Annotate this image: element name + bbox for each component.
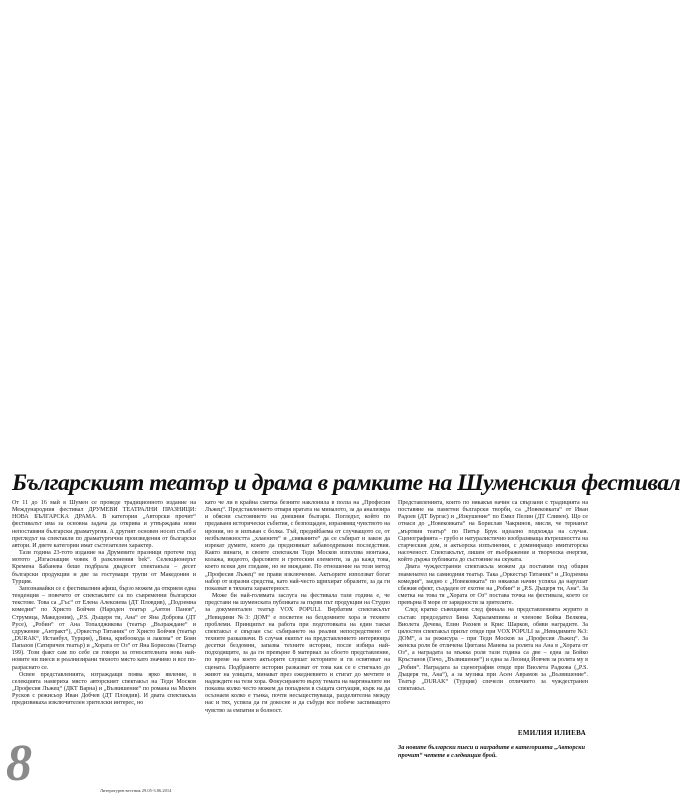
next-issue-note: За новите български пиеси и наградите в категорията „Авторски прочит“ четете в следващия брой. [398, 744, 585, 759]
footer-note: Литературен вестник 29.05-3.06.2014 [100, 788, 172, 793]
article-column-1 [12, 500, 196, 764]
paragraph: От 11 до 16 май в Шумен се проведе традиционното издание на Международния фестивал ДРУМЕВИ ТЕАТРАЛНИ ПРАЗНИЦИ: НОВА БЪЛГАРСКА ДРАМА. В категория „Авторски прочит“ фестивалът има за основна задача да открива и утвърждава нови непоставяни български драматургия. А другият основен носеп стълб е прегледът на спектакли по драматургични произведения от български автори. И двете категории имат състезателен характер. [12, 500, 196, 549]
article-headline: Българският театър и драма в рамките на Шуменския фестивал [12, 470, 680, 496]
paragraph: като че ли в крайна сметка безните наклонила в полза на „Професия Лъжец“. Представлението отваря вратата на миналото, за да анализира и обясни състоянието на днешния българи. Погледът, който по предаваня исторически събития, с безпощаден, изразявящ чувството на ирония, но и изпъван с болка. Тъй, предийбаема от случващото се, от незбъзможността „хлаените“ и „сияваните“ да се събират и закон да изрекат думите, които да предизвикат забавоодревани последствия. Както винаги, в своите спектакли Теди Москов използва монтажа, колажа, видеото, фарсовите и гротескни елементи, за да кажд това, което всеки ден гледаме, но не виждаме. По отношение на този метод „Професия Лъжец“ не прави изключение. Актьорите използват богат набор от изразни средства, като най-често щрихират образите, за да ги показват в тяхната характерност. [205, 500, 390, 592]
paragraph: След кратко съвещание след финала на представленията журито в състав: председател Бина Харалампиева и членове Бойка Велкова, Виолета Дечева, Елин Рахнев и Крис Шарков, обяви наградите. За цялостен спектакъл призът отиде при VOX POPULI за „Невидимите №3: ДОМ“, а за режисура – при Теди Москов за „Професия Лъжец“. За женска роля бе отличена Цветана Манева за ролята на Ана в „Хората от Оз“, а наградата за мъжка роля тази година са две – една за Бойко Кръстанов (Гичо, „Възвишение“) и една за Леонид Йовчев за ролята му в „Робин“. Наградата за сценография отиде при Виолета Радкова („P.S. Дъщеря ти, Ана“), а за музика при Асен Аврамов за „Възвишение“. Театър „DURAK“ (Турция) спечели отличието за чуждестранен спектакъл. [398, 607, 588, 693]
page-number: 8 [6, 735, 32, 792]
paragraph: Освен представленията, изграждащи поява ярко явление, в селекцията намериха място авторският спектакъл на Теди Москов „Професия Лъжец“ (ДКТ Варна) и „Възвишение“ по романа на Милен Русков с режисьор Иван Добчев (ДТ Пловдив). И двата спектакъла предизвикаха изключителен зрителски интерес, но [12, 671, 196, 707]
paragraph: Тази година 23-тото издание на Друмевите празници протече под мотото „Изгаснащия човек 8 разклонения bek“. Селекционерът Кремена Бабанева беше подбрала двадесет спектакъла – десет български продукции и две за гостуващи трупи от Македония и Турция. [12, 550, 196, 585]
article-column-2 [205, 500, 390, 784]
paragraph: Двата чуждестранни спектакъла можем да поставим под общия знаменател на самиодния театър. Така „Оркестър Титаник“ и „Подземна комедия“, заедно с „Новековката“ по някакъв начин успяха да нарушат сбежия ефект, създаден от ехотне на „Робин“ и „P.S. Дъщеря ти, Ана“. За сметка на това тя „Хората от Оз“ постава точка на фестивала, което се превърна 8 море от зарядности за зрителите. [398, 564, 588, 607]
author-signature: ЕМИЛИЯ ИЛИЕВА [517, 729, 586, 737]
paragraph: Може би най-голямата заслуга на фестивала тази година е, че представи на шуменската публиката за първи път продукции на Студио за документален театър VOX POPULI. Вербатим спектакълът „Невидими №3: ДОМ“ е посветен на бездомните хора и техните проблеми. Принципът на работа при подготовката на един такъв спектакъл е свързан със събирането на реални непосредствено от техните разказвачи. В случая екипът на представлението интервюира десетки бездомни, запазва техните истории, после избира най-подходящите, за да ги превърне 8 материал за сбоето представление, по време на което актьорите слушат историите и ги освятяват на сцената. Подбраните истории разказват от това как се е стигнало до живот на улицата, минават през ежедневието и стигат до мечтите и надеждите на тези хора. Фокусирането върху темата на маргиналите ни показва колко често можем да попаднем в същата ситуация, кърк на да осъзнаем колко е тънка, почти несъществуваща, разделителна между нас и тях, успяла да ги докосне и да събуди все побече заспиващото чувство за емпатия и болност. [205, 593, 390, 714]
article-column-3 [398, 500, 588, 728]
paragraph: Запознавайки се с фестивалния афиш, бързо можем да открием една тенденция – повечето от спектаклите са по съвременни български текстове. Това са „Гъс“ от Елена Алексиева (ДТ Пловдив), „Подземна комедия“ по Христо Бойчев (Народен театър „Антон Панов“, Струмица, Македония), „P.S. Дъщеря ти, Ана“ от Яна Доброва (ДТ Русе), „Робин“ от Ана Топалджикова (театър „Възраждане“ и сдружение „Антракт“), „Оркестър Титаник“ от Христо Бойчев (театър „DURAK“, Истанбул, Турция), „Вяна, крибоокода и лакома“ от Боян Папазов (Сатиричен театър) и „Хората от Оз“ от Яна Борисова (Театър 199). Този факт сам по себе си говори за относителната нова най-новите ни пиеси и реалнизирани тяхното място като значимо и все по-разраснато се. [12, 585, 196, 671]
paragraph: Представленията, които по някакъв начин са свързани с традицията на поставяне на паметни български творби, са „Новековката“ от Иван Радоев (ДТ Бургас) и „Изкушение“ по Емил Пелин (ДТ Сливен). Що се отнася до „Новековката“ на Борислав Чакринов, мисля, че тернанът „мъртвия театър“ по Питър Брук идеално подхожда на случая. Сценографията – грубо и натуралистично изобразяваща вътрешността на старческия дом, и актьорска изпълнения, с доминиращо имитаторска насоченост. Спектакълът, лишен от въображение и творческа енергия, който държа публиката до състояние на скуката. [398, 500, 588, 564]
